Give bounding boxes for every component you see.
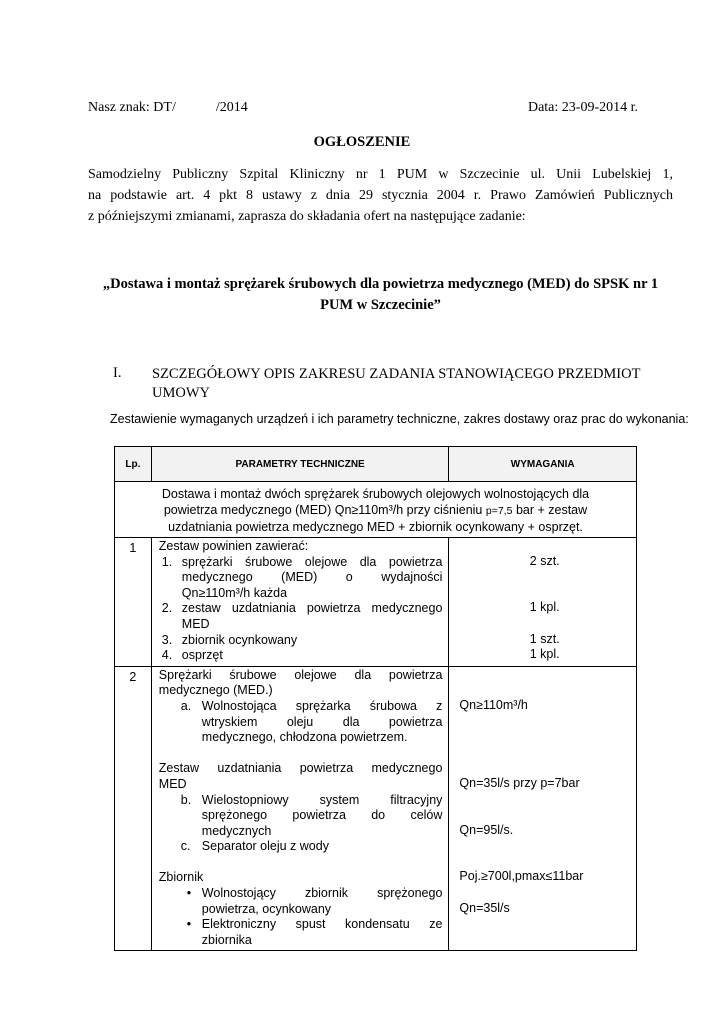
item-letter: b. [180,792,192,807]
summary-line: uzdatniania powietrza medycznego MED + zbiornik ocynkowany + osprzęt. [168,520,583,534]
task-title [88,274,673,316]
item-line: Wolnostojący zbiornik sprężonego [201,886,443,901]
requirement-value: Qn≥110m³/h [459,697,528,712]
item-line: MED [181,616,210,631]
group-line: Zestaw uzdatniania powietrza medycznego [158,761,443,776]
intro-line: z późniejszymi zmianami, zaprasza do składania ofert na następujące zadanie: [88,209,526,224]
summary-fragment: powietrza medycznego (MED) Qn≥110m³/h przy ciśnieniu [163,503,483,517]
list-item [159,601,443,632]
pressure-value: p=7,5 [485,505,513,517]
requirements-cell [449,666,637,951]
row-number: 2 [115,666,152,951]
list-item [159,917,443,948]
requirement-value: Poj.≥700l,pmax≤11bar [459,869,584,884]
list-item [159,886,443,917]
announcement-heading: OGŁOSZENIE [313,134,411,150]
item-number: 2. [161,601,173,616]
header-requirements: WYMAGANIA [449,447,637,482]
item-line: Qn≥110m³/h każda [181,585,288,600]
intro-paragraph [88,164,673,227]
item-letter: c. [180,839,191,854]
params-cell [151,538,449,667]
section-title-line: SZCZEGÓŁOWY OPIS ZAKRESU ZADANIA STANOWIĄCEGO PRZEDMIOT [152,366,641,382]
requirement-value: Qn=35l/s przy p=7bar [459,775,580,790]
summary-row [115,482,637,538]
list-item [159,633,443,649]
document-date: Data: 23-09-2014 r. [527,100,638,115]
item-line: Wolnostojąca sprężarka śrubowa z [201,698,443,713]
intro-line: Samodzielny Publiczny Szpital Kliniczny nr 1 PUM w Szczecinie ul. Unii Lubelskiej 1, [88,167,673,182]
group-line: medycznego (MED.) [158,683,273,698]
list-item [159,555,443,602]
list-item [159,793,443,840]
intro-line: na podstawie art. 4 pkt 8 ustawy z dnia 29 stycznia 2004 r. Prawo Zamówień Publicznych [88,188,673,203]
reference-prefix: Nasz znak: DT/ [88,100,176,115]
requirement-value: Qn=95l/s. [459,822,514,837]
specification-table [114,446,637,951]
summary-fragment: bar + zestaw [515,503,588,517]
requirement-value: Qn=35l/s [459,900,510,915]
bullet-icon: • [186,917,192,932]
group-title: Zbiornik [158,870,204,885]
table-header-row [115,447,637,482]
section-title-line: UMOWY [152,385,210,401]
item-line: Separator oleju z wody [201,839,329,854]
item-line: zestaw uzdatniania powietrza medycznego [181,601,443,616]
group-line: Sprężarki śrubowe olejowe dla powietrza [158,667,443,682]
list-item [159,839,443,855]
summary-line [121,502,630,519]
item-line: medycznego, chłodzona powietrzem. [201,730,408,745]
item-number: 3. [161,632,173,647]
section-title [152,365,677,403]
item-line: medycznego (MED) o wydajności [181,570,443,585]
header-lp: Lp. [115,447,152,482]
item-line: Wielostopniowy system filtracyjny [201,792,443,807]
task-title-line: „Dostawa i montaż sprężarek śrubowych dla powietrza medycznego (MED) do SPSK nr 1 [102,276,659,292]
item-line: powietrza, ocynkowany [201,901,332,916]
list-item [159,699,443,746]
item-line: osprzęt [181,648,223,663]
reference-number [88,100,248,116]
task-title-line: PUM w Szczecinie” [320,297,441,313]
reference-suffix: /2014 [215,100,248,115]
header-params: PARAMETRY TECHNICZNE [151,447,449,482]
item-line: wtryskiem oleju dla powietrza [201,714,443,729]
item-letter: a. [180,698,192,713]
table-row [115,538,637,667]
item-line: medycznych [201,823,272,838]
list-item [159,648,443,664]
row-intro: Zestaw powinien zawierać: [158,539,309,553]
requirement-value: 1 kpl. [529,600,560,615]
item-line: sprężarki śrubowe olejowe dla powietrza [181,554,443,569]
group-line: MED [158,776,187,791]
bullet-icon: • [186,886,192,901]
requirement-value: 1 szt. [529,631,560,646]
requirements-cell [449,538,637,667]
row-number: 1 [115,538,152,667]
item-line: zbiornik ocynkowany [181,632,298,647]
item-line: Elektroniczny spust kondensatu ze [201,917,443,932]
item-number: 4. [161,648,173,663]
table-row [115,666,637,951]
item-number: 1. [161,554,173,569]
table-lead-text: Zestawienie wymaganych urządzeń i ich parametry techniczne, zakres dostawy oraz prac do wykonania: [110,412,689,426]
item-line: sprężonego powietrza do celów [201,808,443,823]
summary-line: Dostawa i montaż dwóch sprężarek śrubowych olejowych wolnostojących dla [161,487,590,501]
item-line: zbiornika [201,932,252,947]
requirement-value: 1 kpl. [529,647,560,662]
section-number: I. [113,365,122,381]
params-cell [151,666,449,951]
summary-cell [115,482,637,538]
requirement-value: 2 szt. [529,553,560,568]
